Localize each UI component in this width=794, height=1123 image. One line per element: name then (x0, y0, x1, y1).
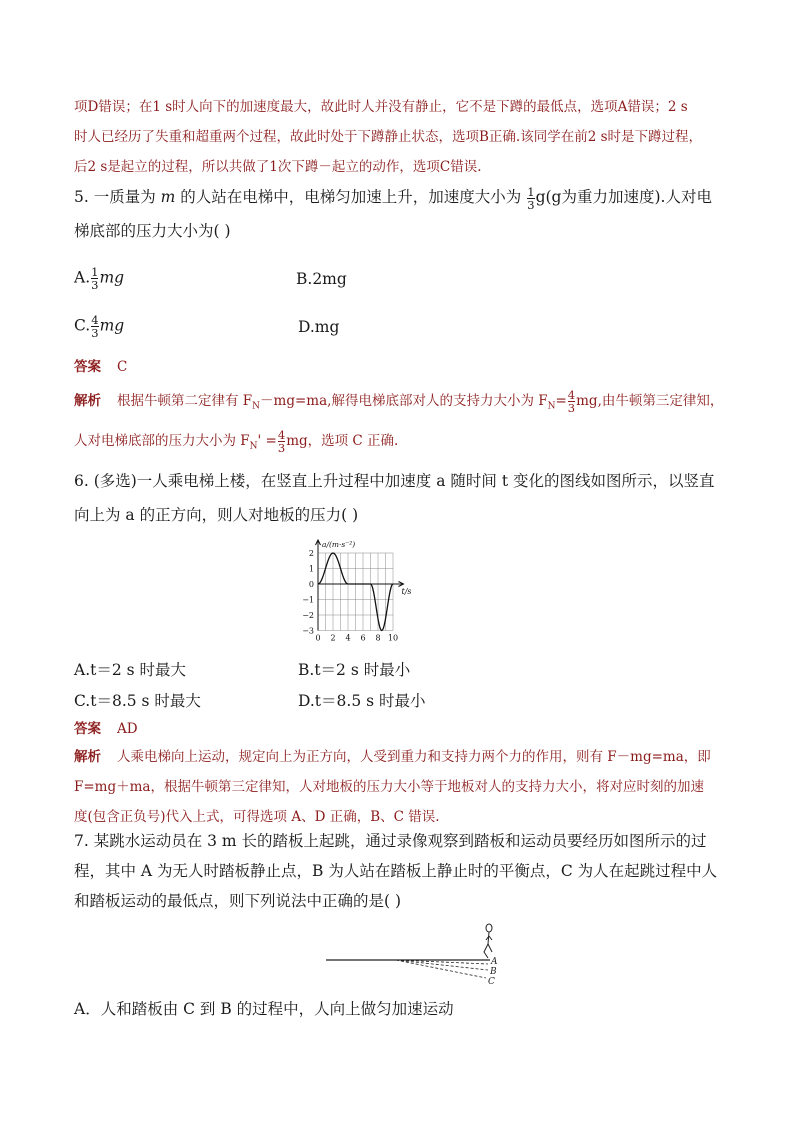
x-tick-label: 0 (315, 633, 321, 643)
label-a: A (491, 957, 498, 967)
diver-figure (484, 924, 492, 958)
x-tick-label: 6 (360, 633, 366, 643)
y-tick-label: 0 (308, 580, 314, 589)
question-7-line-3: 和踏板运动的最低点，则下列说法中正确的是( ) (74, 892, 402, 910)
fraction-one-third: $\frac{1}{3}$ (527, 184, 535, 212)
q6-answer: 答案 AD (74, 721, 138, 737)
q5-option-a: A. $\frac{1}{3}$ mg (74, 265, 125, 292)
q6-option-b: B.t＝2 s 时最小 (298, 661, 411, 679)
prev-analysis-line-1: 项D错误；在1 s时人向下的加速度最大，故此时人并没有静止，它不是下蹲的最低点，选项A错误；2 s (74, 99, 688, 115)
q5-analysis-line-1: 解析 根据牛顿第二定律有 $F_N-mg=ma$,解得电梯底部对人的支持力大小为 $F_N=$ $\frac{4}{3}$ mg,由牛顿第三定律知， (74, 388, 724, 415)
x-axis-label: t/s (401, 587, 412, 596)
question-7-line-1: 7. 某跳水运动员在 3 m 长的踏板上起跳，通过录像观察到踏板和运动员要经历如图所示的过 (74, 832, 707, 850)
prev-analysis (74, 92, 724, 182)
y-tick-label: 2 (308, 549, 314, 558)
q5-answer: 答案 C (74, 359, 128, 375)
y-tick-label: −3 (302, 626, 314, 636)
question-5-line-2: 梯底部的压力大小为( ) (74, 222, 231, 240)
question-6-stem (74, 464, 724, 532)
board-line-c (396, 960, 486, 978)
q6-option-d: D.t＝8.5 s 时最小 (298, 692, 426, 710)
q5-option-d: D.mg (298, 318, 340, 336)
y-tick-label: 1 (308, 564, 314, 574)
question-5-line-1: 5. 一质量为 m 的人站在电梯中，电梯匀加速上升，加速度大小为 $\frac{1}{3}$ g(g为重力加速度).人对电 (74, 184, 712, 212)
board-line-b (396, 960, 488, 970)
q5-option-b: B.2mg (296, 270, 347, 288)
x-tick-label: 4 (345, 633, 351, 643)
x-tick-label: 8 (375, 633, 381, 643)
question-7-stem (74, 826, 724, 916)
prev-analysis-line-3: 后2 s是起立的过程，所以共做了1次下蹲－起立的动作，选项C错误. (74, 159, 482, 175)
q6-analysis-line-1: 解析 人乘电梯向上运动，规定向上为正方向，人受到重力和支持力两个力的作用，则有 F－mg=ma，即 (74, 749, 711, 765)
q6-option-c: C.t＝8.5 s 时最大 (74, 692, 201, 710)
q6-option-a: A.t＝2 s 时最大 (74, 661, 187, 679)
q5-analysis (74, 384, 724, 463)
q5-analysis-line-2: 人对电梯底部的压力大小为 $F_N'$ = $\frac{4}{3}$ mg，选项 C 正确. (74, 427, 399, 455)
acceleration-time-chart (298, 534, 518, 644)
q6-analysis (74, 742, 724, 832)
y-tick-label: −2 (302, 611, 314, 620)
x-tick-label: 10 (387, 633, 399, 643)
label-b: B (490, 967, 497, 977)
y-tick-label: −1 (302, 595, 314, 605)
question-6-line-2: 向上为 a 的正方向，则人对地板的压力( ) (74, 506, 359, 524)
q6-analysis-line-3: 度(包含正负号)代入上式，可得选项 A、D 正确，B、C 错误. (74, 809, 440, 825)
q5-option-c: C. $\frac{4}{3}$ mg (74, 313, 125, 340)
question-6-line-1: 6. (多选)一人乘电梯上楼，在竖直上升过程中加速度 a 随时间 t 变化的图线如图所示，以竖直 (74, 472, 715, 490)
prev-analysis-line-2: 时人已经历了失重和超重两个过程，故此时处于下蹲静止状态，选项B正确.该同学在前2 s时是下蹲过程， (74, 129, 703, 145)
q6-analysis-line-2: F=mg＋ma，根据牛顿第三定律知，人对地板的压力大小等于地板对人的支持力大小，将对应时刻的加速 (74, 779, 704, 795)
x-tick-label: 2 (330, 633, 336, 643)
y-axis-label: a/(m·s⁻²) (322, 540, 356, 549)
springboard-diagram (326, 918, 506, 988)
question-5-stem (74, 180, 724, 248)
label-c: C (488, 977, 495, 987)
question-7-line-2: 程，其中 A 为无人时踏板静止点，B 为人站在踏板上静止时的平衡点，C 为人在起跳过程中人 (74, 862, 718, 880)
q7-option-a: A．人和踏板由 C 到 B 的过程中，人向上做匀加速运动 (74, 1000, 454, 1018)
